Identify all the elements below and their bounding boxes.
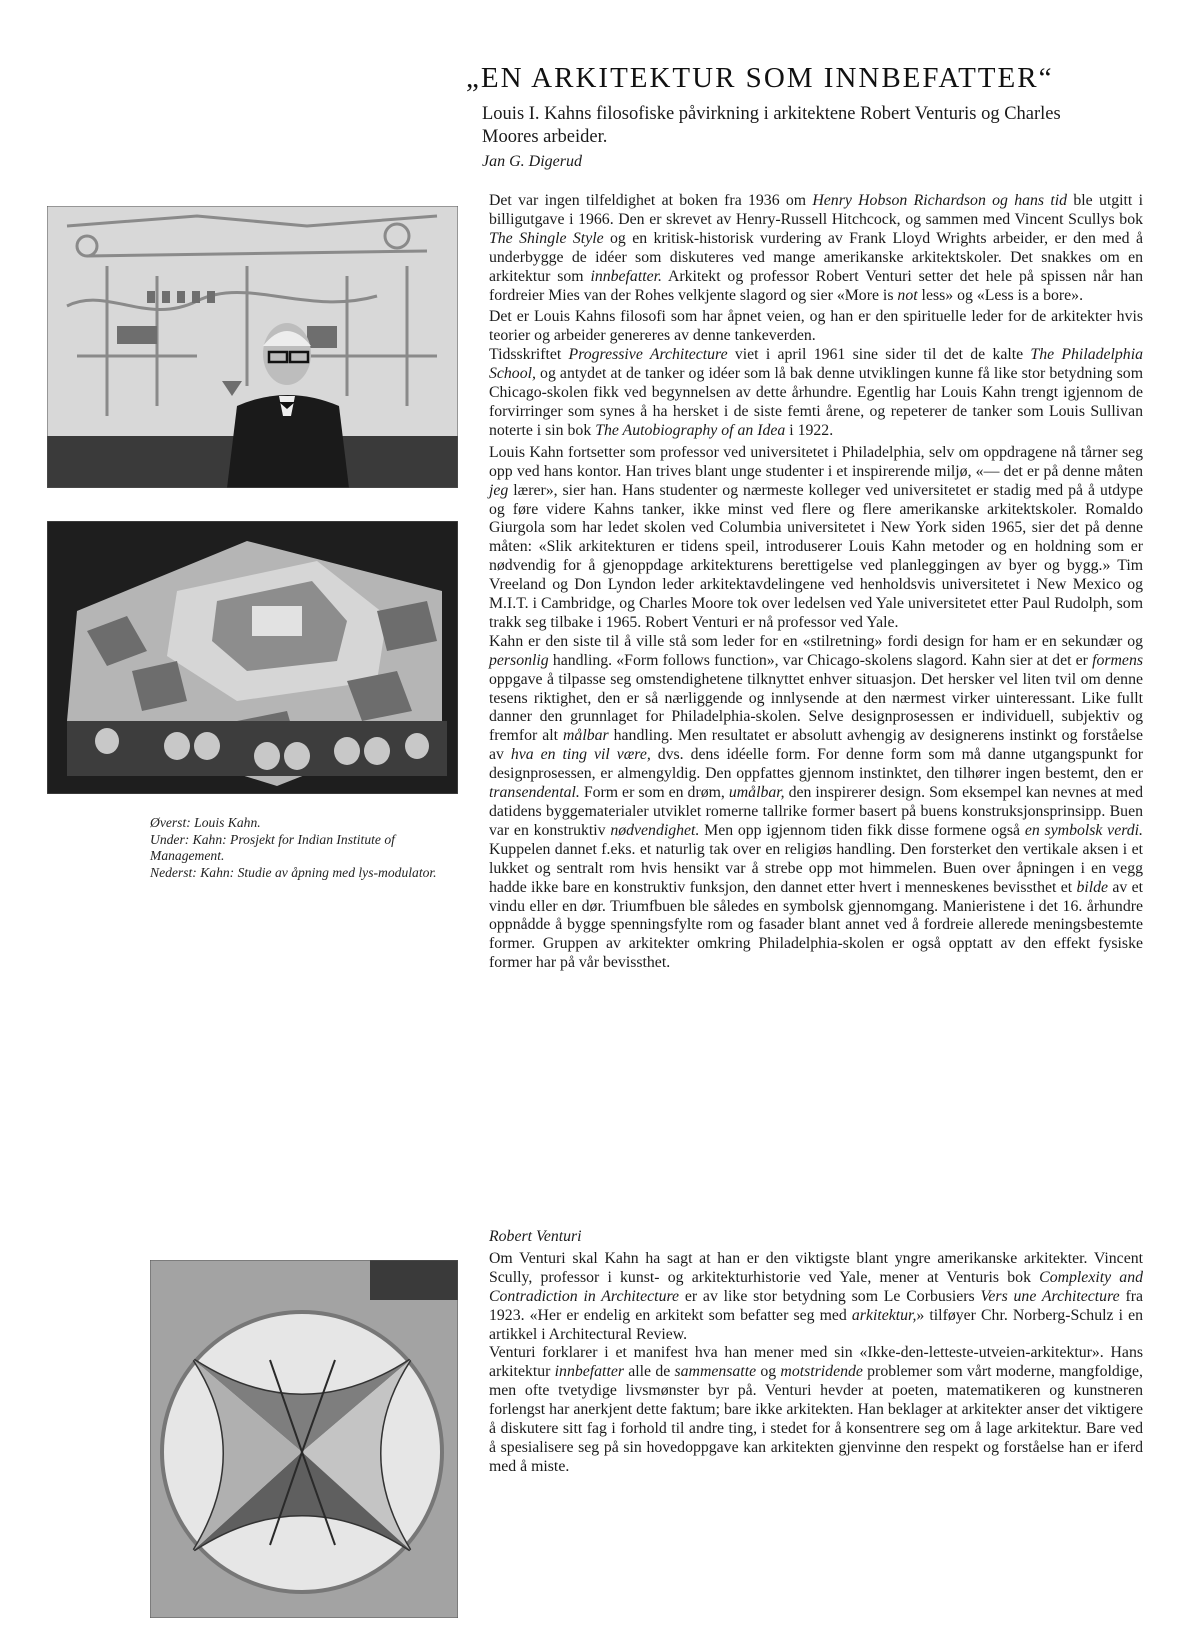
italic-phrase: jeg	[489, 481, 509, 499]
body-paragraph: Kahn er den siste til å ville stå som leder for en «stilretning» fordi design for ham er en sekundær og personlig handling. «Form follows function», var Chicago-skolens slagord. Kahn sier at det er formens oppgave å tilpasse seg omstendighetene tilknyttet enhver situasjon. Det hersker vel liten tvil om denne tesens riktighet, den er så nærliggende og innlysende at den nærmest virker uinteressant. Like fullt danner den grunnlaget for Philadelphia-skolen. Selve designprosessen er individuell, subjektiv og fremfor alt målbar handling. Men resultatet er absolutt avhengig av designerens instinkt og forståelse av hva en ting vil være, dvs. dens idéelle form. For denne form som må danne utgangspunkt for designprosessen, er almengyldig. Den oppfattes gjennom instinktet, den tilhører ingen bestemt, den er transendental. Form er som en drøm, umålbar, den inspirerer design. Som eksempel kan nevnes at med datidens byggematerialer utviklet romerne tallrike former basert på buens konstruksjonsprinsipp. Buen var en konstruktiv nødvendighet. Men opp igjennom tiden fikk disse formene også en symbolsk verdi. Kuppelen dannet f.eks. et naturlig tak over en religiøs handling. Den forsterket den vertikale aksen i et lukket og sentralt rom hvis hensikt var å strebe opp mot himmelen. Buen over åpningen i en vegg hadde ikke bare en konstruktiv funksjon, den dannet etter hvert i menneskenes bevissthet et bilde av et vindu eller en dør. Triumfbuen ble således en symbolsk gjennomgang. Manieristene i det 16. århundre oppnådde å bygge spenningsfylte rom og fasader blant annet ved å fordreie allerede meningsbestemte former. Gruppen av arkitekter omkring Philadelphia-skolen er også opptatt av den effekt fysiske former har på vår bevissthet.	[489, 632, 1144, 972]
italic-phrase: Vers une Architecture	[980, 1287, 1120, 1305]
caption-top: Øverst: Louis Kahn.	[150, 815, 261, 830]
italic-phrase: hva en ting vil være,	[510, 746, 651, 764]
body-paragraph: Det var ingen tilfeldighet at boken fra 1936 om Henry Hobson Richardson og hans tid ble utgitt i billigutgave i 1966. Den er skrevet av Henry-Russell Hitchcock, og sammen med Vincent Scullys bok The Shingle Style og en kritisk-historisk vurdering av Frank Lloyd Wrights arbeider, er den med å underbygge de idéer som diskuteres ved mange amerikanske arkitektskoler. Det snakkes om en arkitektur som innbefatter. Arkitekt og professor Robert Venturi setter det hele på spissen når han fordreier Mies van der Rohes velkjente slagord og sier «More is not less» og «Less is a bore».	[489, 192, 1143, 304]
body-paragraph: Venturi forklarer i et manifest hva han mener med sin «Ikke-den-letteste-utveien-arkitektur». Hans arkitektur innbefatter alle de sammensatte og motstridende problemer som vårt moderne, mangfoldige, men ofte tvetydige livsmønster byr på. Venturi hevder at poeten, matematikeren og kunstneren forlengst har anerkjent dette faktum; bare ikke arkitekten. Han beklager at arkitekter anser det viktigere å diskutere sitt fag i forhold til andre ting, i stedet for å konsentrere seg om å lage arkitektur. Bare ved å spesialisere seg på sin hovedoppgave kan arkitekten gjenvinne den respekt og forståelse han er iferd med å miste.	[489, 1344, 1143, 1475]
italic-phrase: The Philadelphia School,	[489, 346, 1143, 383]
italic-phrase: målbar	[563, 727, 609, 745]
photo-light-modulator-study	[150, 1260, 458, 1618]
image-captions	[150, 815, 468, 881]
italic-phrase: Henry Hobson Richardson og hans tid	[812, 192, 1068, 209]
body-paragraph: Tidsskriftet Progressive Architecture viet i april 1961 sine sider til det de kalte The Philadelphia School, og antydet at de tanker og idéer som lå bak denne utviklingen kunne få like stor betydning som Chicago-skolen fikk ved begynnelsen av dette århundre. Egentlig har Louis Kahn trengt igjennom de forvirringer som synes å ha hersket i de siste femti årene, og repeterer de tanker som Louis Sullivan noterte i sin bok The Autobiography of an Idea i 1922.	[489, 346, 1143, 439]
italic-phrase: sammensatte	[674, 1363, 757, 1381]
italic-phrase: motstridende	[780, 1363, 863, 1381]
section-heading: Robert Venturi	[489, 1228, 582, 1245]
photo-indian-institute-model	[47, 521, 458, 794]
italic-phrase: nødvendighet.	[610, 821, 700, 839]
italic-phrase: innbefatter.	[590, 267, 662, 285]
italic-phrase: transendental.	[489, 784, 580, 802]
body-paragraph: Louis Kahn fortsetter som professor ved universitetet i Philadelphia, selv om oppdragene nå tårner seg opp ved hans kontor. Han trives blant unge studenter i et inspirerende miljø, «— det er på denne måten jeg lærer», sier han. Hans studenter og nærmeste kolleger ved universitetet er stadig med på å utdype og føre videre Kahns tanker, ikke minst ved flere og flere amerikanske arkitektskoler. Romaldo Giurgola som har ledet skolen ved Columbia universitetet i New York siden 1965, sier det på denne måten: «Slik arkitekturen er tidens speil, introduserer Louis Kahn metoder og en holdning som er nødvendig for å gjenoppdage arkitekturens berettigelse ved planleggingen av byer og bygg.» Tim Vreeland og Don Lyndon leder arkitektavdelingene ved henholdsvis universitetet i New Mexico og M.I.T. i Cambridge, og Charles Moore tok over ledelsen ved Yale universitetet etter Paul Rudolph, som trakk seg tilbake i 1965. Robert Venturi er nå professor ved Yale.	[489, 443, 1143, 631]
italic-phrase: The Shingle Style	[489, 229, 604, 247]
italic-phrase: personlig	[489, 651, 549, 669]
italic-phrase: arkitektur,	[851, 1306, 917, 1324]
article-title: „EN ARKITEKTUR SOM INNBEFATTER“	[466, 62, 1054, 94]
italic-phrase: formens	[1092, 651, 1143, 669]
italic-phrase: not	[897, 286, 918, 304]
italic-phrase: The Autobiography of an Idea	[595, 421, 786, 439]
article-body-section-2	[489, 1228, 1143, 1480]
italic-phrase: Complexity and Contradiction in Architecture	[489, 1268, 1143, 1305]
italic-phrase: en symbolsk verdi.	[1024, 821, 1143, 839]
caption-bottom: Nederst: Kahn: Studie av åpning med lys-modulator.	[150, 864, 437, 880]
caption-middle: Under: Kahn: Prosjekt for Indian Institute of Management.	[150, 831, 395, 863]
italic-phrase: Progressive Architecture	[568, 346, 728, 364]
body-paragraph: Det er Louis Kahns filosofi som har åpnet veien, og han er den spirituelle leder for de arkitekter hvis teorier og arbeider genereres av denne tankeverden.	[489, 308, 1143, 345]
italic-phrase: innbefatter	[554, 1363, 624, 1381]
article-subtitle: Louis I. Kahns filosofiske påvirkning i arkitektene Robert Venturis og Charles Moores arbeider.	[482, 104, 1061, 147]
photo-louis-kahn	[47, 206, 458, 488]
body-paragraph: Om Venturi skal Kahn ha sagt at han er den viktigste blant yngre amerikanske arkitekter. Vincent Scully, professor i kunst- og arkitekturhistorie ved Yale, mener at Venturis bok Complexity and Contradiction in Architecture er av like stor betydning som Le Corbusiers Vers une Architecture fra 1923. «Her er endelig en arkitekt som befatter seg med arkitektur,» tilføyer Chr. Norberg-Schulz i en artikkel i Architectural Review.	[489, 1249, 1143, 1343]
italic-phrase: umålbar,	[728, 784, 785, 802]
italic-phrase: bilde	[1076, 878, 1109, 896]
article-body-section-1	[489, 192, 1143, 976]
article-author: Jan G. Digerud	[482, 153, 582, 170]
